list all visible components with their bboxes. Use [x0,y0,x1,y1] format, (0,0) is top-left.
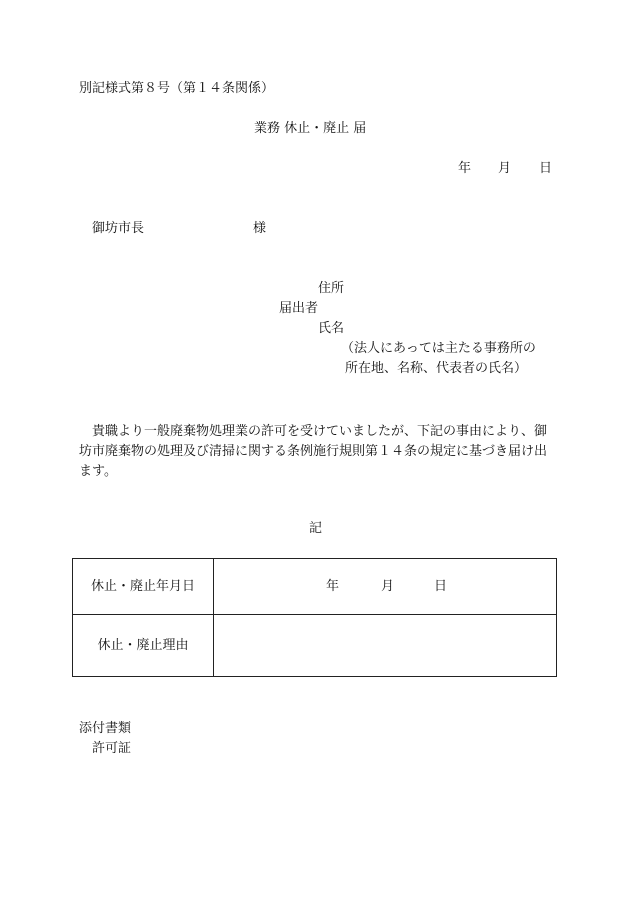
address-label: 住所 [318,281,345,296]
detail-table [72,558,557,677]
body-paragraph: 貴職より一般廃棄物処理業の許可を受けていましたが、下記の事由により、御坊市廃棄物の処理及び清掃に関する条例施行規則第１４条の規定に基づき届け出ます。 [79,424,548,479]
addressee-honorific: 様 [253,221,267,236]
notifier-label: 届出者 [279,301,319,316]
addressee-name: 御坊市長 [92,221,145,236]
table-row-reason [73,615,557,677]
suspension-reason-label: 休止・廃止理由 [73,615,214,677]
table-row-date [73,559,557,615]
form-number: 別記様式第８号（第１４条関係） [79,81,275,96]
corporate-note-line1: （法人にあっては主たる事務所の [341,341,536,356]
attachment-item: 許可証 [92,741,132,756]
record-heading: 記 [309,521,323,536]
field-day-label: 日 [434,579,448,594]
date-day-label: 日 [539,161,553,176]
name-label: 氏名 [318,321,345,336]
corporate-note-line2: 所在地、名称、代表者の氏名） [345,361,528,376]
suspension-date-field[interactable] [214,559,557,615]
field-year-label: 年 [326,579,340,594]
document-title: 業務 休止・廃止 届 [254,121,367,136]
attachments-label: 添付書類 [79,721,132,736]
date-year-label: 年 [458,161,472,176]
suspension-reason-field[interactable] [214,615,557,677]
suspension-date-label: 休止・廃止年月日 [73,559,214,615]
field-month-label: 月 [381,579,395,594]
date-month-label: 月 [498,161,512,176]
